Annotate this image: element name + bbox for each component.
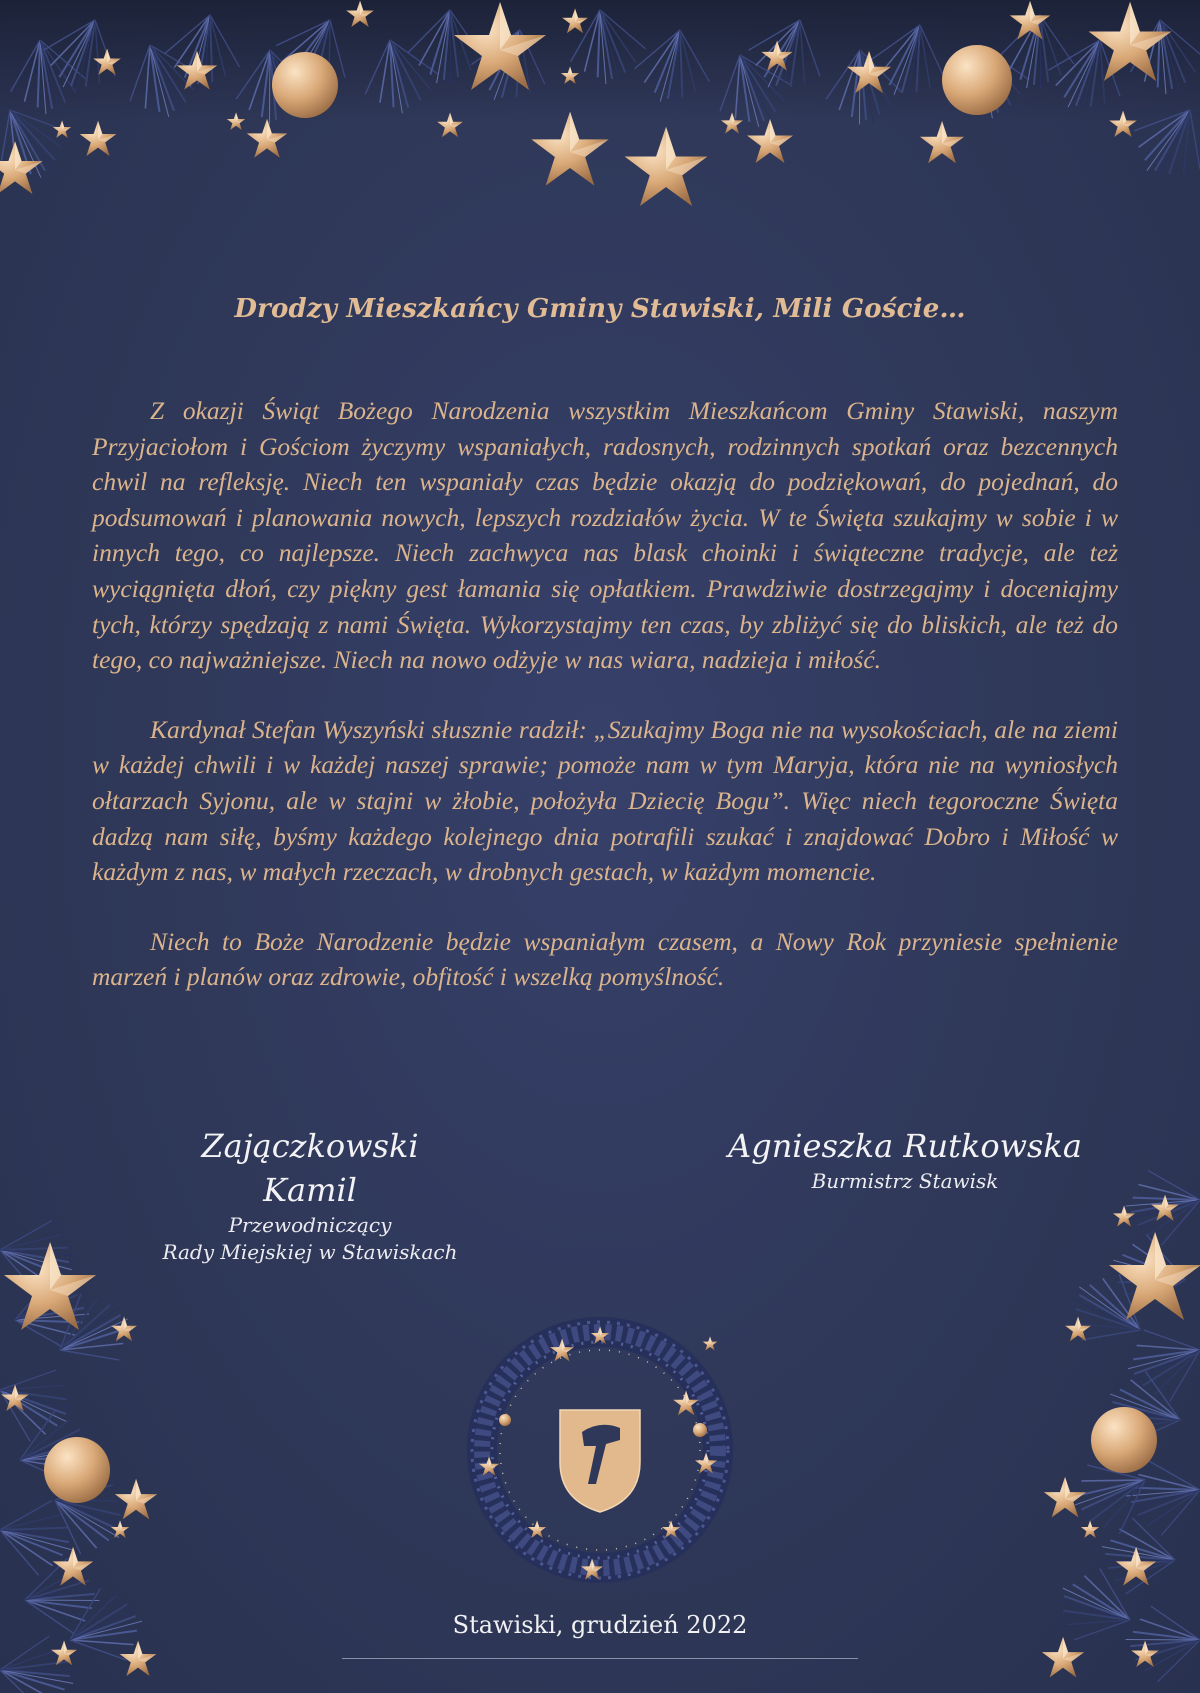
star-icon <box>1113 1205 1135 1226</box>
star-icon <box>247 119 287 158</box>
greeting-heading: Drodzy Mieszkańcy Gminy Stawiski, Mili Goście… <box>234 294 966 324</box>
footer-divider <box>342 1658 858 1659</box>
signatory-title: Przewodniczący <box>228 1213 392 1237</box>
star-icon <box>120 1641 157 1676</box>
star-icon <box>920 121 964 163</box>
letter-paragraph: Niech to Boże Narodzenie będzie wspaniałym czasem, a Nowy Rok przyniesie spełnienie marzeń i planów oraz zdrowie, obfitość i wszelką pomyślność. <box>92 926 1118 992</box>
star-icon <box>531 112 608 186</box>
star-icon <box>1065 1317 1091 1342</box>
bauble-icon <box>272 52 338 118</box>
bauble-icon <box>1091 1407 1157 1473</box>
star-icon <box>111 1317 137 1342</box>
bauble-icon <box>44 1437 110 1503</box>
star-icon <box>625 127 708 206</box>
star-icon <box>1042 1637 1084 1677</box>
crest-icon <box>560 1410 640 1512</box>
star-icon <box>80 121 117 156</box>
signature-block-chairman <box>150 1124 470 1266</box>
star-icon <box>1081 1520 1099 1538</box>
letter-paragraph: Z okazji Świąt Bożego Narodzenia wszystkim Mieszkańcom Gminy Stawiski, naszym Przyjaciołom i Gościom życzymy wspaniałych, radosnych, rodzinnych spotkań oraz bezcennych chwil na refleksję. Niech ten wspaniały czas będzie okazją do podziękowań, do pojednań, do podsumowań i planowania nowych, lepszych rozdziałów życia. W te Święta szukajmy w sobie i w innych tego, co najlepsze. Niech zachwyca nas blask choinki i świąteczne tradycje, ale też wyciągnięta dłoń, czy piękny gest łamania się opłatkiem. Prawdziwie dostrzegajmy i doceniajmy tych, którzy spędzają z nami Święta. Wykorzystajmy ten czas, by zbliżyć się do bliskich, ale też do tego, co najważniejsze. Niech na nowo odżyje w nas wiara, nadzieja i miłość. <box>92 396 1118 675</box>
signatory-title: Burmistrz Stawisk <box>811 1169 999 1193</box>
place-and-date: Stawiski, grudzień 2022 <box>452 1611 748 1639</box>
star-icon <box>747 119 793 163</box>
handwritten-signature: Zajączkowski Kamil <box>201 1127 419 1209</box>
letter-paragraph: Kardynał Stefan Wyszyński słusznie radził: „Szukajmy Boga nie na wysokościach, ale na ziemi w każdej chwili i w każdej naszej sprawie; pomoże nam w tym Maryja, która nie na wyniosłych ołtarzach Syjonu, ale w stajni w żłobie, położyła Dziecię Bogu”. Więc niech tegoroczne Święta dadzą nam siłę, byśmy każdego kolejnego dnia potrafili szukać i znajdować Dobro i Miłość w każdym z nas, w małych rzeczach, w drobnych gestach, w każdym momencie. <box>92 714 1118 887</box>
bauble-icon <box>942 45 1012 115</box>
letter-body <box>92 393 1118 1029</box>
star-icon <box>53 120 71 138</box>
star-icon <box>115 1479 157 1519</box>
signature-block-mayor <box>700 1124 1110 1195</box>
star-icon <box>703 1336 718 1350</box>
star-icon <box>1044 1477 1086 1517</box>
star-icon <box>111 1520 129 1538</box>
signatory-title: Rady Miejskiej w Stawiskach <box>162 1240 458 1264</box>
handwritten-signature: Agnieszka Rutkowska <box>728 1127 1082 1165</box>
